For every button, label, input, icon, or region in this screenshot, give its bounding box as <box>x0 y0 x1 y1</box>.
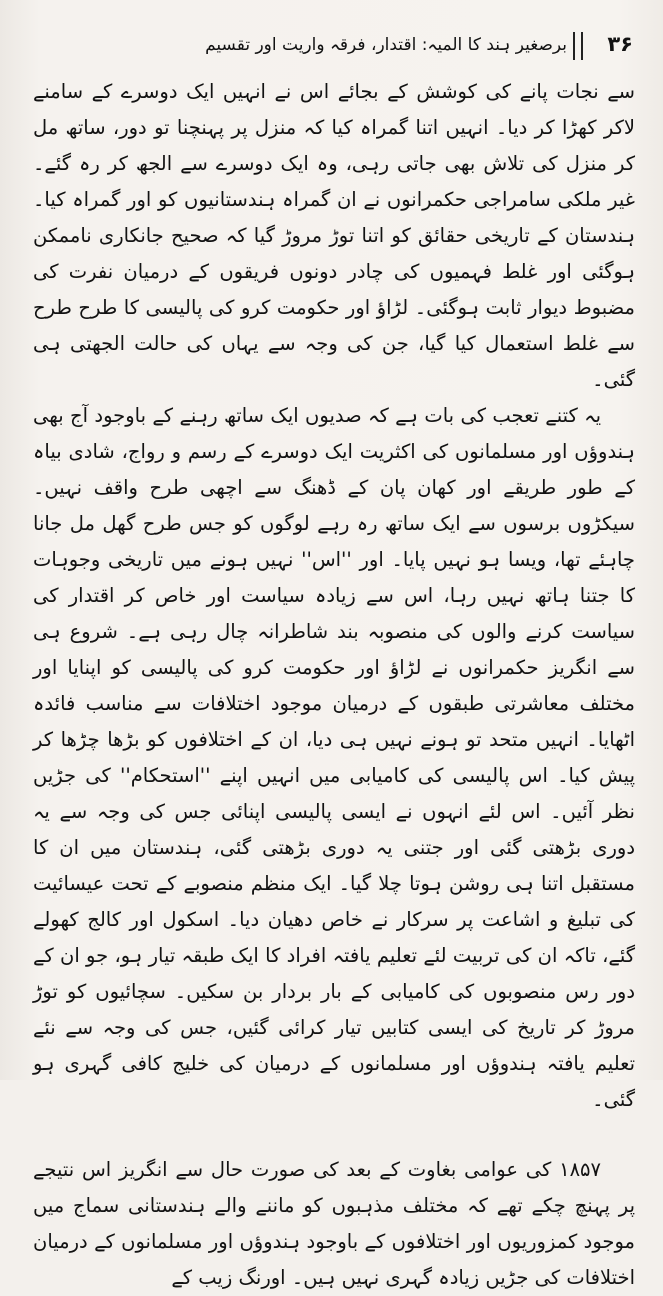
paragraph: یہ کتنے تعجب کی بات ہے کہ صدیوں ایک ساتھ رہنے کے باوجود آج بھی ہندوؤں اور مسلمانوں کی اکثریت ایک دوسرے کے رسم و رواج، شادی بیاہ کے طور طریقے اور کھان پان کے ڈھنگ سے اچھی طرح واقف نہیں۔ سیکڑوں برسوں سے ایک ساتھ رہ رہے لوگوں کو جس طرح گھل مل جانا چاہئے تھا، ویسا ہو نہیں پایا۔ اور ''اس'' نہیں ہونے میں تاریخی وجوہات کا جتنا ہاتھ نہیں رہا، اس سے زیادہ سیاست اور خاص کر اقتدار کی سیاست کرنے والوں کی منصوبہ بند شاطرانہ چال رہی ہے۔ شروع ہی سے انگریز حکمرانوں نے لڑاؤ اور حکومت کرو کی پالیسی کو اپنایا اور مختلف معاشرتی طبقوں کے درمیان موجود اختلافات سے مناسب فائدہ اٹھایا۔ انہیں متحد تو ہونے نہیں ہی دیا، ان کے اختلافوں کو بڑھا چڑھا کر پیش کیا۔ اس پالیسی کی کامیابی میں انہیں اپنے ''استحکام'' کی جڑیں نظر آئیں۔ اس لئے انہوں نے ایسی پالیسی اپنائی جس کی وجہ سے یہ دوری بڑھتی گئی اور جتنی یہ دوری بڑھتی گئی، ہندستان میں ان کا مستقبل اتنا ہی روشن ہوتا چلا گیا۔ ایک منظم منصوبے کے تحت عیسائیت کی تبلیغ و اشاعت پر سرکار نے خاص دھیان دیا۔ اسکول اور کالج کھولے گئے، تاکہ ان کی تربیت لئے تعلیم یافتہ افراد کا ایک طبقہ تیار ہو، جو ان کے دور رس منصوبوں کی کامیابی کے بار بردار بن سکیں۔ سچائیوں کو توڑ مروڑ کر تاریخ کی ایسی کتابیں تیار کرائی گئیں، جس کی وجہ سے نئے تعلیم یافتہ ہندوؤں اور مسلمانوں کے درمیان کی خلیج کافی گہری ہو گئی۔ <box>33 404 635 1111</box>
body-text <box>33 74 635 1296</box>
running-title: برصغیر ہند کا المیہ: اقتدار، فرقہ واریت اور تقسیم <box>205 35 567 55</box>
page-number: ۳۶ <box>607 32 633 56</box>
paragraph: سے نجات پانے کی کوشش کے بجائے اس نے انہیں ایک دوسرے کے سامنے لاکر کھڑا کر دیا۔ انہیں اتنا گمراہ کیا کہ منزل پر پہنچنا تو دور، ساتھ مل کر منزل کی تلاش بھی جاتی رہی، وہ ایک دوسرے سے الجھ کر رہ گئے۔ غیر ملکی سامراجی حکمرانوں نے ان گمراہ ہندستانیوں کو اور گمراہ کیا۔ ہندستان کے تاریخی حقائق کو اتنا توڑ مروڑ گیا کہ صحیح جانکاری ناممکن ہوگئی اور غلط فہمیوں کی چادر دونوں فریقوں کے درمیان نفرت کی مضبوط دیوار ثابت ہوگئی۔ لڑاؤ اور حکومت کرو کی پالیسی کا طرح طرح سے غلط استعمال کیا گیا، جن کی وجہ سے یہاں کی حالت الجھتی ہی گئی۔ <box>33 80 635 391</box>
header-divider <box>573 32 583 60</box>
page-header <box>0 30 663 64</box>
paragraph: ۱۸۵۷ کی عوامی بغاوت کے بعد کی صورت حال سے انگریز اس نتیجے پر پہنچ چکے تھے کہ مختلف مذہبوں کو ماننے والے ہندستانی سماج میں موجود کمزوریوں اور اختلافوں کے باوجود ہندوؤں اور مسلمانوں کے درمیان اختلافات کی جڑیں زیادہ گہری نہیں ہیں۔ اورنگ زیب کے <box>33 1158 635 1289</box>
